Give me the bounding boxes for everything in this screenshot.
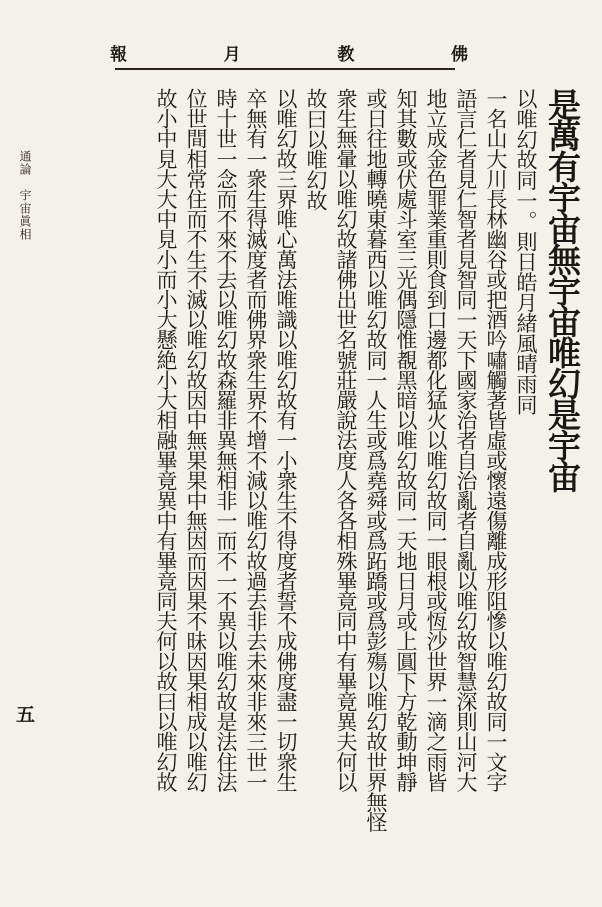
running-header	[110, 40, 470, 64]
header-char-yue: 月	[223, 44, 243, 65]
text-column-7: 衆生無暈以唯幻故諸佛出世名號莊嚴說法度人各各相殊畢竟同中有畢竟異夫何以	[334, 88, 358, 792]
text-column-8: 故曰以唯幻故	[304, 88, 328, 211]
article-title: 是萬有宇宙無宇宙唯幻是宇宙	[543, 88, 582, 491]
text-column-10: 卒無有一衆生得滅度者而佛界衆生界不增不減以唯幻故過去非去未來非來三世一	[244, 88, 268, 792]
article-body	[152, 88, 582, 888]
header-char-jiao: 教	[337, 44, 357, 65]
text-column-3: 語言仁者見仁智者見智同一天下國家治者自治亂者自亂以唯幻故智慧深則山河大	[454, 88, 478, 792]
header-rule	[115, 68, 455, 70]
header-char-fo: 佛	[450, 44, 470, 65]
header-char-bao: 報	[110, 44, 129, 65]
text-column-9: 以唯幻故三界唯心萬法唯識以唯幻故有一小衆生不得度者誓不成佛度盡一切衆生	[274, 88, 298, 792]
text-column-4: 地立成金色罪業重則食到口邊都化猛火以唯幻故同一眼根或恆沙世界一滴之雨皆	[424, 88, 448, 792]
page-number: 五	[16, 704, 36, 726]
text-column-5: 知其數或伏處斗室三光偶隱惟覩黑暗以唯幻故同一天地日月或上圓下方乾動坤靜	[394, 88, 418, 792]
text-column-13: 故小中見大大中見小而小大懸絶小大相融畢竟異中有畢竟同夫何以故曰以唯幻故	[154, 88, 178, 792]
text-column-12: 位世間相常住而不生不滅以唯幻故因中無果果中無因而因果不昧因果相成以唯幻	[184, 88, 208, 792]
text-column-11: 時十世一念而不來不去以唯幻故森羅非異無相非一而不一不異以唯幻故是法住法	[214, 88, 238, 792]
text-column-2: 一名山大川長林幽谷或把酒吟嘯觸著皆虛或懷遠傷離成形阻慘以唯幻故同一文字	[484, 88, 508, 792]
text-column-1: 以唯幻故同一。則日皓月緒風晴雨同	[514, 88, 538, 415]
text-column-6: 或日往地轉曉東暮西以唯幻故同一人生或爲堯舜或爲跖蹻或爲彭殤以唯幻故世界無怪	[364, 88, 388, 832]
section-margin-note: 通論 宇宙眞相	[18, 150, 32, 241]
